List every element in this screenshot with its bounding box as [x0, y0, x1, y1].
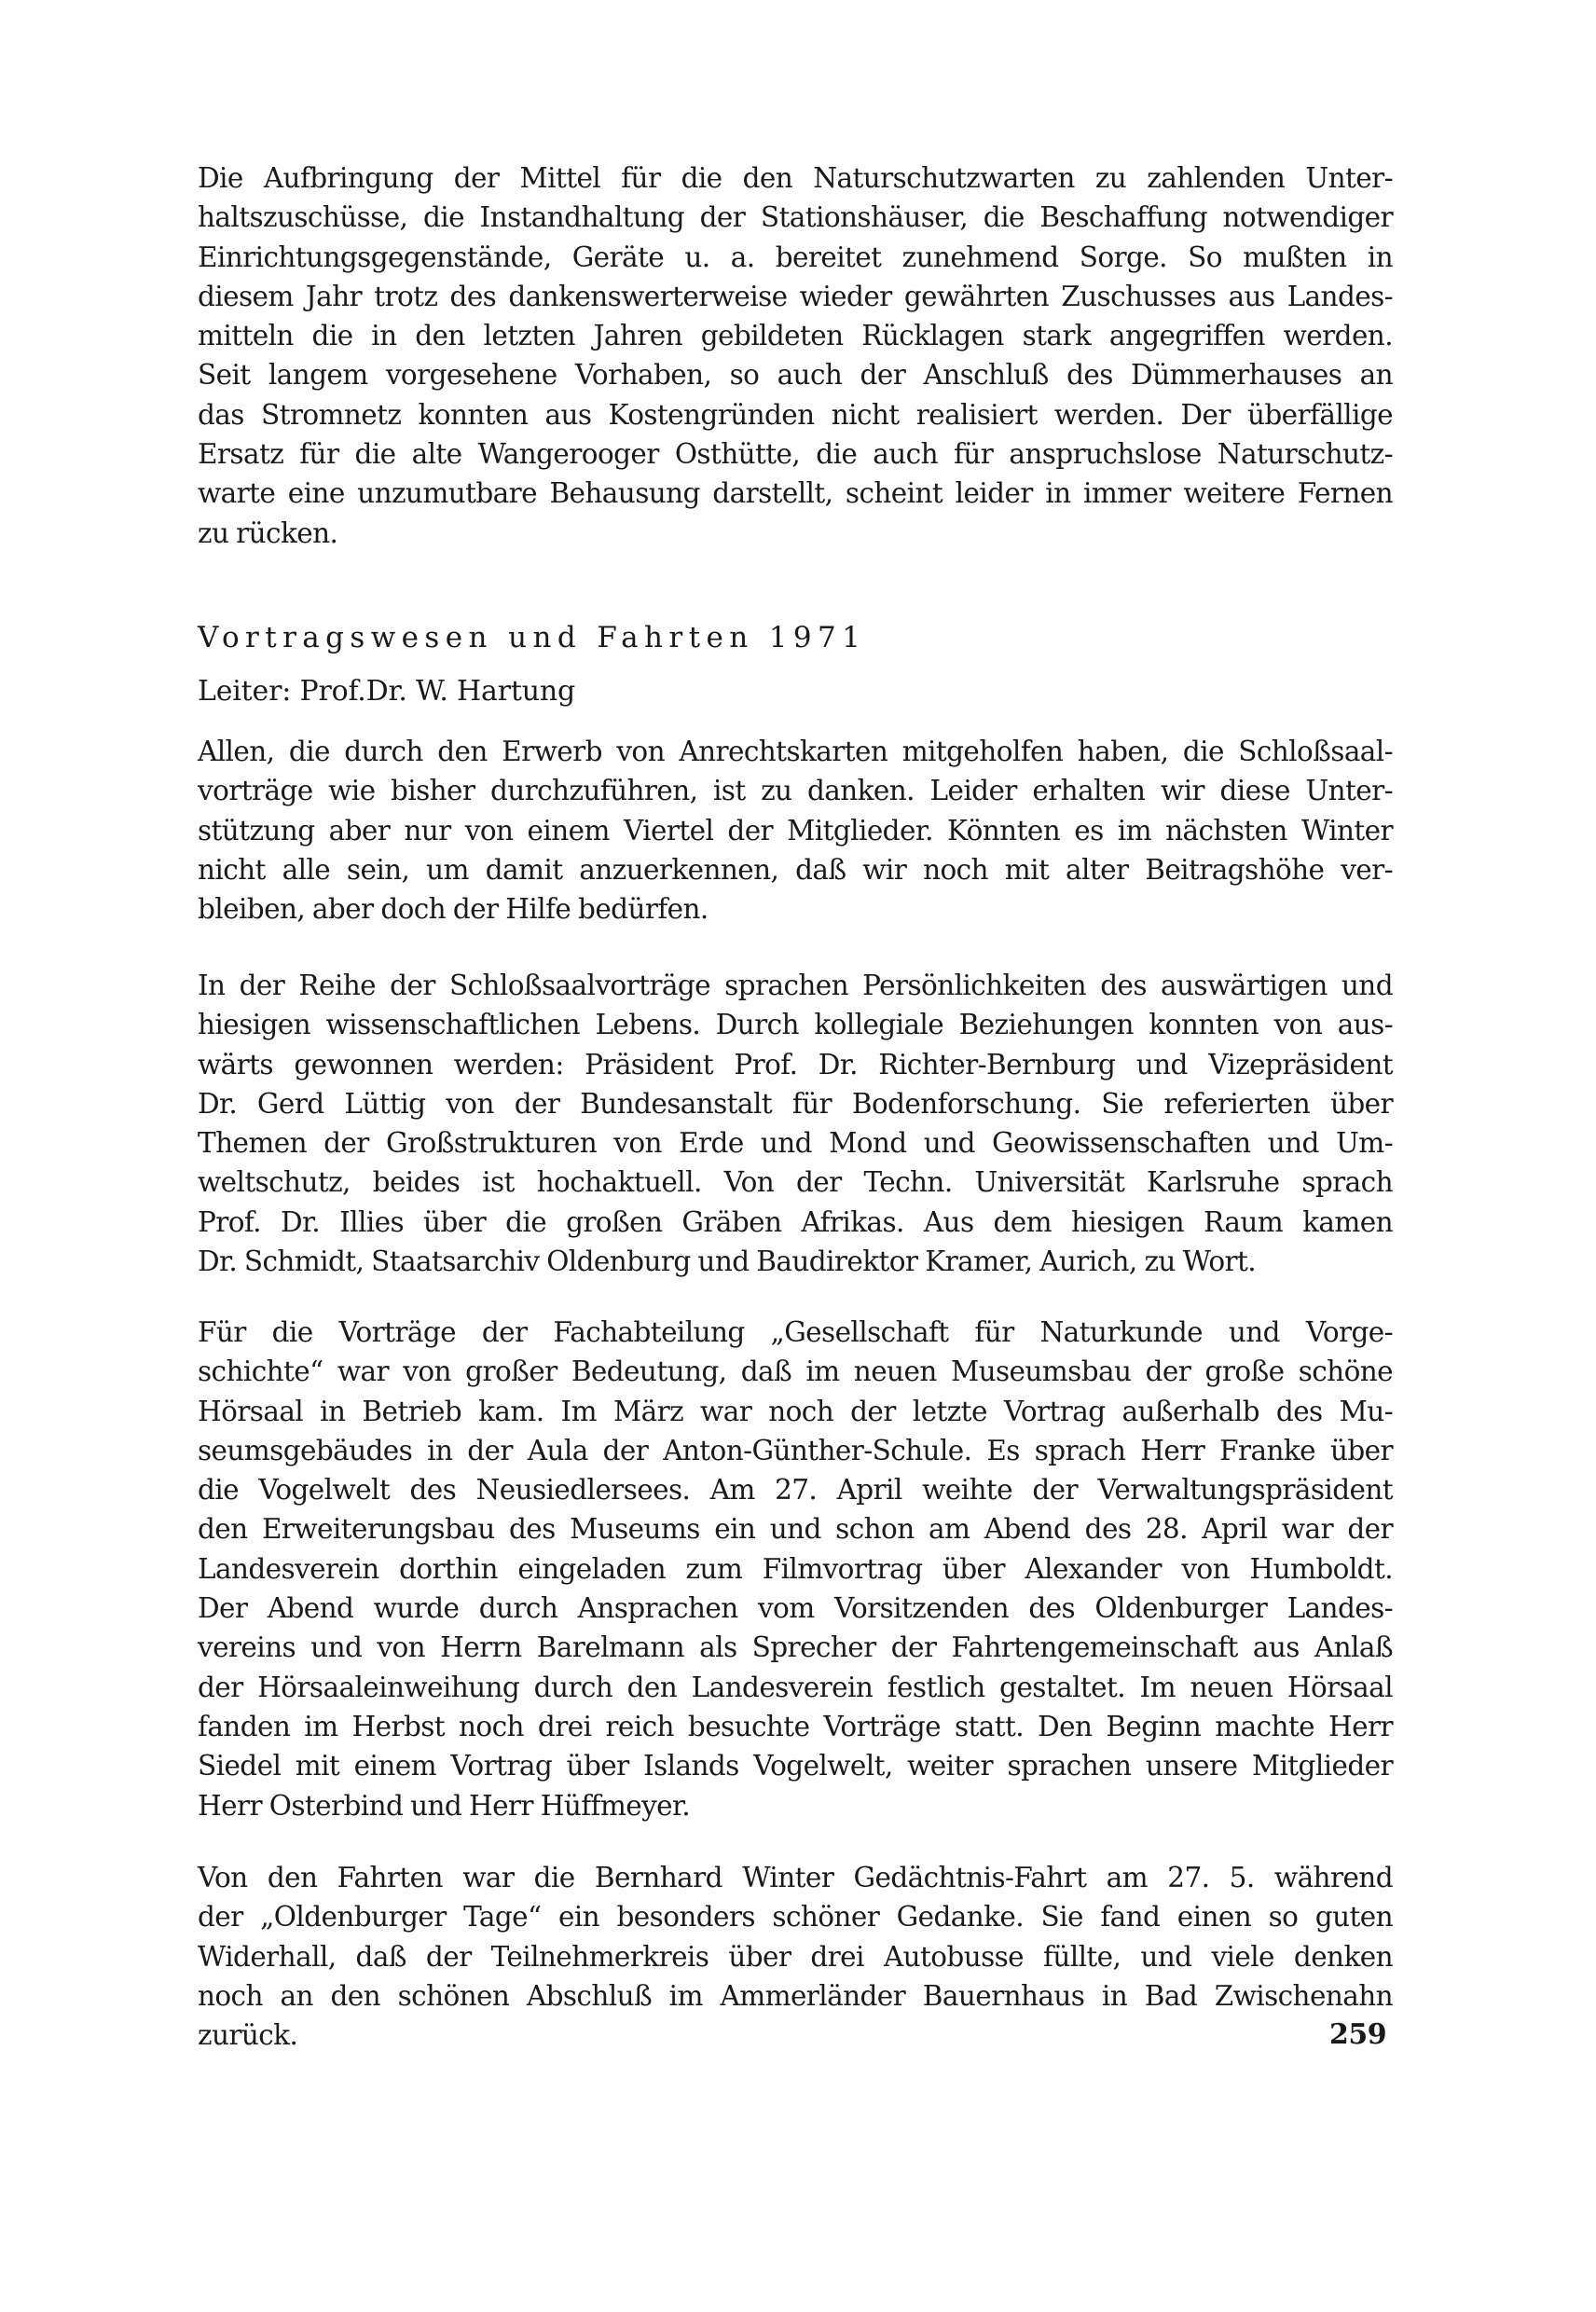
- page-number: 259: [1329, 2018, 1387, 2051]
- text-line: Der Abend wurde durch Ansprachen vom Vorsitzenden des Oldenburger Landes-: [198, 1592, 1393, 1625]
- text-line: Herr Osterbind und Herr Hüffmeyer.: [198, 1789, 691, 1822]
- text-line: Einrichtungsgegenstände, Geräte u. a. bereitet zunehmend Sorge. So mußten in: [198, 241, 1393, 273]
- text-line: den Erweiterungsbau des Museums ein und schon am Abend des 28. April war der: [198, 1513, 1393, 1546]
- text-line: zurück.: [198, 2019, 298, 2052]
- section-leader: Leiter: Prof.Dr. W. Hartung: [198, 675, 575, 708]
- text-line: das Stromnetz konnten aus Kostengründen nicht realisiert werden. Der überfällige: [198, 398, 1393, 431]
- text-line: haltszuschüsse, die Instandhaltung der Stationshäuser, die Beschaffung notwendiger: [198, 201, 1393, 234]
- section-heading: Vortragswesen und Fahrten 1971: [198, 621, 867, 654]
- text-line: fanden im Herbst noch drei reich besuchte Vorträge statt. Den Beginn machte Herr: [198, 1710, 1393, 1742]
- text-line: vereins und von Herrn Barelmann als Sprecher der Fahrtengemeinschaft aus Anlaß: [198, 1631, 1393, 1664]
- paragraph: [198, 1313, 1393, 1825]
- text-line: Widerhall, daß der Teilnehmerkreis über drei Autobusse füllte, und viele denken: [198, 1940, 1393, 1973]
- text-line: Ersatz für die alte Wangerooger Osthütte, die auch für anspruchslose Naturschutz-: [198, 438, 1393, 471]
- text-line: vorträge wie bisher durchzuführen, ist zu danken. Leider erhalten wir diese Unter-: [198, 775, 1393, 807]
- text-line: Dr. Schmidt, Staatsarchiv Oldenburg und Baudirektor Kramer, Aurich, zu Wort.: [198, 1245, 1257, 1278]
- text-line: bleiben, aber doch der Hilfe bedürfen.: [198, 893, 709, 926]
- text-line: Siedel mit einem Vortrag über Islands Vogelwelt, weiter sprachen unsere Mitglieder: [198, 1750, 1393, 1782]
- text-line: wärts gewonnen werden: Präsident Prof. Dr. Richter-Bernburg und Vizepräsident: [198, 1048, 1393, 1080]
- text-line: die Vogelwelt des Neusiedlersees. Am 27. April weihte der Verwaltungspräsident: [198, 1474, 1393, 1507]
- text-line: weltschutz, beides ist hochaktuell. Von der Techn. Universität Karlsruhe sprach: [198, 1166, 1393, 1199]
- text-line: Dr. Gerd Lüttig von der Bundesanstalt für Bodenforschung. Sie referierten über: [198, 1087, 1393, 1120]
- text-line: hiesigen wissenschaftlichen Lebens. Durch kollegiale Beziehungen konnten von aus-: [198, 1009, 1393, 1041]
- text-line: Von den Fahrten war die Bernhard Winter Gedächtnis-Fahrt am 27. 5. während: [198, 1862, 1393, 1893]
- paragraph-intro: [198, 158, 1393, 553]
- text-line: Für die Vorträge der Fachabteilung „Gesellschaft für Naturkunde und Vorge-: [198, 1316, 1393, 1348]
- text-line: mitteln die in den letzten Jahren gebildeten Rücklagen stark angegriffen werden.: [198, 320, 1393, 352]
- text-line: nicht alle sein, um damit anzuerkennen, daß wir noch mit alter Beitragshöhe ver-: [198, 853, 1393, 886]
- text-line: der „Oldenburger Tage“ ein besonders schöner Gedanke. Sie fand einen so guten: [198, 1901, 1393, 1934]
- text-line: Allen, die durch den Erwerb von Anrechtskarten mitgeholfen haben, die Schloßsaal-: [198, 736, 1393, 767]
- text-line: Prof. Dr. Illies über die großen Gräben Afrikas. Aus dem hiesigen Raum kamen: [198, 1205, 1393, 1238]
- text-line: der Hörsaaleinweihung durch den Landesverein festlich gestaltet. Im neuen Hörsaal: [198, 1671, 1393, 1703]
- paragraph: [198, 966, 1393, 1281]
- paragraph: [198, 732, 1393, 929]
- text-line: stützung aber nur von einem Viertel der Mitglieder. Könnten es im nächsten Winter: [198, 814, 1393, 846]
- text-line: Hörsaal in Betrieb kam. Im März war noch der letzte Vortrag außerhalb des Mu-: [198, 1395, 1393, 1427]
- text-line: Landesverein dorthin eingeladen zum Filmvortrag über Alexander von Humboldt.: [198, 1552, 1393, 1585]
- text-line: diesem Jahr trotz des dankenswerterweise wieder gewährten Zuschusses aus Landes-: [198, 280, 1393, 312]
- paragraph: [198, 1858, 1393, 2055]
- text-line: schichte“ war von großer Bedeutung, daß im neuen Museumsbau der große schöne: [198, 1356, 1393, 1388]
- text-line: Seit langem vorgesehene Vorhaben, so auch der Anschluß des Dümmerhauses an: [198, 359, 1393, 392]
- text-line: Die Aufbringung der Mittel für die den Naturschutzwarten zu zahlenden Unter-: [198, 162, 1393, 194]
- text-line: In der Reihe der Schloßsaalvorträge sprachen Persönlichkeiten des auswärtigen und: [198, 970, 1393, 1001]
- text-line: noch an den schönen Abschluß im Ammerländer Bauernhaus in Bad Zwischenahn: [198, 1979, 1393, 2012]
- text-line: Themen der Großstrukturen von Erde und Mond und Geowissenschaften und Um-: [198, 1127, 1393, 1160]
- text-line: warte eine unzumutbare Behausung darstellt, scheint leider in immer weitere Fernen: [198, 477, 1393, 510]
- text-line: zu rücken.: [198, 516, 338, 549]
- text-line: seumsgebäudes in der Aula der Anton-Günther-Schule. Es sprach Herr Franke über: [198, 1434, 1393, 1466]
